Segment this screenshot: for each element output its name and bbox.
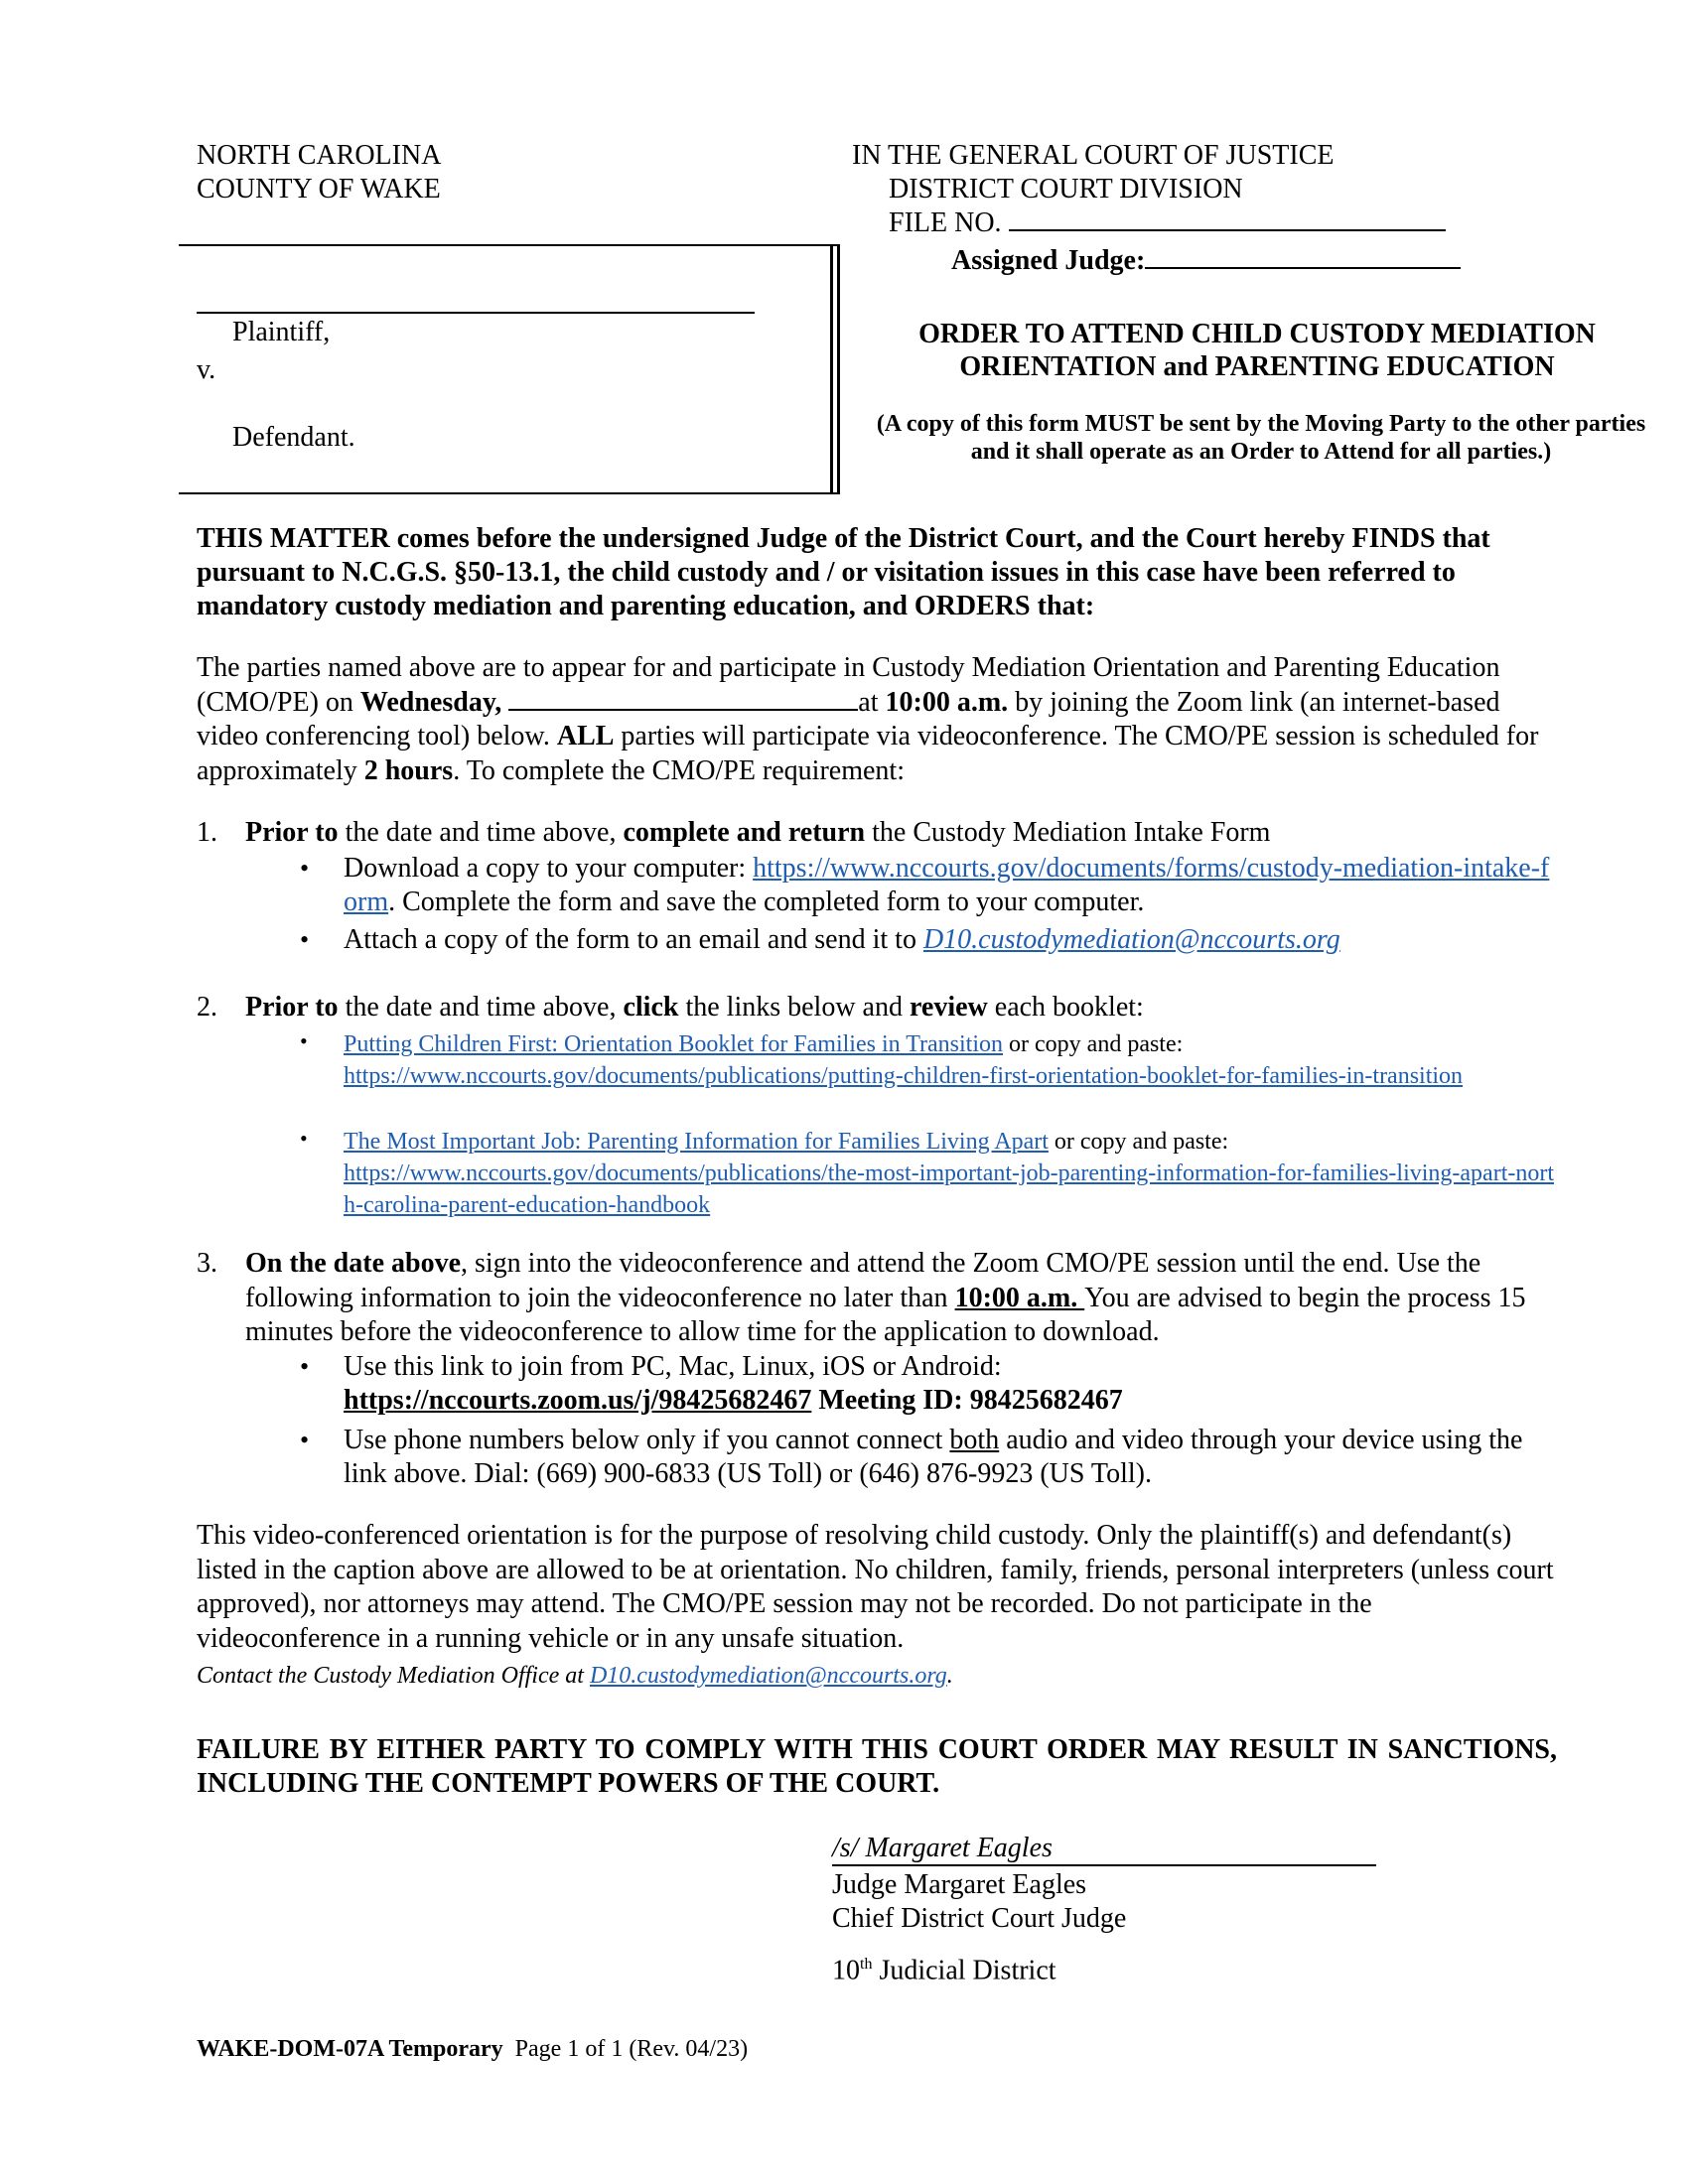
district-suffix: th bbox=[860, 1956, 873, 1973]
step3-number: 3. bbox=[197, 1248, 217, 1279]
findings-paragraph: THIS MATTER comes before the undersigned Judge of the District Court, and the Court hereby FINDS that pursuant to N.C.G.S. §50-13.1, the child custody and / or visitation issues in this case have been referred to mandatory custody mediation and parenting education, and ORDERS that: bbox=[197, 523, 1490, 621]
contact-email-link[interactable]: D10.custodymediation@nccourts.org bbox=[589, 1663, 947, 1689]
most-important-job-url[interactable]: https://www.nccourts.gov/documents/publications/the-most-important-job-parenting-information-for-families-living-apart-north-carolina-parent-education-handbook bbox=[344, 1160, 1555, 1218]
form-footer bbox=[197, 2035, 748, 2063]
court-label: IN THE GENERAL COURT OF JUSTICE bbox=[852, 140, 1335, 171]
contact-text: Contact the Custody Mediation Office at bbox=[197, 1663, 590, 1689]
state-label: NORTH CAROLINA bbox=[197, 140, 442, 171]
defendant-label: Defendant. bbox=[232, 422, 355, 453]
step1-bullet1-text: Download a copy to your computer: bbox=[344, 853, 754, 884]
step3-bullet2-text-b: audio and video through your device using the link above. Dial: (669) 900-6833 (US Toll) or (646) 876-9923 (US Toll). bbox=[344, 1425, 1523, 1489]
plaintiff-name-line[interactable] bbox=[197, 312, 755, 314]
order-title-line2: ORIENTATION and PARENTING EDUCATION bbox=[959, 351, 1555, 382]
step3-on-date: On the date above bbox=[245, 1248, 461, 1279]
attendance-date-field[interactable] bbox=[508, 709, 858, 711]
step3-bullet1 bbox=[344, 1350, 1555, 1418]
step2-text-c: each booklet: bbox=[987, 992, 1144, 1023]
caption-bottom-rule bbox=[179, 492, 839, 494]
order-title-line1: ORDER TO ATTEND CHILD CUSTODY MEDIATION bbox=[918, 319, 1596, 349]
attendance-day: Wednesday, bbox=[359, 686, 502, 718]
district-number: 10 bbox=[832, 1955, 860, 1986]
step3-bullet2-both: both bbox=[949, 1425, 1000, 1455]
step2-number: 2. bbox=[197, 992, 217, 1023]
step3-text-b: You are advised to begin the process 15 minutes before the videoconference to allow time for the application to download. bbox=[245, 1282, 1526, 1347]
bullet-icon: • bbox=[300, 1352, 310, 1381]
assigned-judge-field[interactable] bbox=[1145, 267, 1461, 269]
versus-label: v. bbox=[197, 354, 216, 385]
assigned-judge-row bbox=[951, 244, 1461, 277]
step2-text-a: the date and time above, bbox=[338, 992, 624, 1023]
bullet-icon: • bbox=[300, 854, 310, 883]
file-no-row bbox=[889, 206, 1446, 239]
copy-notice: (A copy of this form MUST be sent by the Moving Party to the other parties and it shall operate as an Order to Attend for all parties.) bbox=[876, 411, 1646, 465]
assigned-judge-label: Assigned Judge: bbox=[951, 245, 1146, 276]
attendance-text-e: . To complete the CMO/PE requirement: bbox=[453, 754, 905, 786]
plaintiff-label: Plaintiff, bbox=[232, 317, 331, 347]
bullet-icon: • bbox=[300, 925, 310, 954]
step2-text-b: the links below and bbox=[678, 992, 910, 1023]
step2-prior: Prior to bbox=[245, 992, 339, 1023]
step1-text bbox=[245, 816, 1536, 849]
intake-form-link[interactable]: https://www.nccourts.gov/documents/forms/custody-mediation-intake-form bbox=[344, 853, 1550, 917]
step2-bullet1 bbox=[344, 1028, 1555, 1092]
caption-divider bbox=[830, 244, 840, 494]
judge-name: Judge Margaret Eagles bbox=[832, 1869, 1087, 1900]
step3-bullet1-text: Use this link to join from PC, Mac, Linux, iOS or Android: bbox=[344, 1351, 1002, 1382]
attendance-time: 10:00 a.m. bbox=[885, 686, 1009, 718]
step3-bullet2 bbox=[344, 1424, 1555, 1491]
most-important-job-link[interactable]: The Most Important Job: Parenting Information for Families Living Apart bbox=[344, 1129, 1049, 1155]
bullet-icon: • bbox=[300, 1126, 308, 1151]
sanctions-warning: FAILURE BY EITHER PARTY TO COMPLY WITH THIS COURT ORDER MAY RESULT IN SANCTIONS, INCLUDING THE CONTEMPT POWERS OF THE COURT. bbox=[197, 1734, 1557, 1799]
signature-line bbox=[832, 1833, 1376, 1866]
putting-children-first-url[interactable]: https://www.nccourts.gov/documents/publications/putting-children-first-orientation-booklet-for-families-in-transition bbox=[344, 1063, 1464, 1089]
county-label: COUNTY OF WAKE bbox=[197, 174, 441, 205]
zoom-meeting-id: Meeting ID: 98425682467 bbox=[811, 1385, 1123, 1416]
judge-title: Chief District Court Judge bbox=[832, 1903, 1127, 1934]
step1-bullet2 bbox=[344, 923, 1555, 956]
step3-time: 10:00 a.m. bbox=[954, 1282, 1085, 1313]
step1-complete: complete and return bbox=[623, 817, 866, 848]
attendance-text-b: at bbox=[858, 686, 886, 718]
step1-text-a: the date and time above, bbox=[338, 817, 624, 848]
judicial-district bbox=[832, 1948, 1056, 1986]
zoom-link[interactable]: https://nccourts.zoom.us/j/98425682467 bbox=[344, 1385, 812, 1416]
contact-line bbox=[197, 1662, 953, 1690]
step1-bullet1 bbox=[344, 852, 1555, 919]
attendance-text-d: parties will participate via videoconference. The CMO/PE session is scheduled for approximately bbox=[197, 721, 1539, 786]
step3-text-a: , sign into the videoconference and attend the Zoom CMO/PE session until the end. Use the following information to join the videoconference no later than bbox=[245, 1248, 1481, 1313]
attendance-text-a: The parties named above are to appear for and participate in Custody Mediation Orientation and Parenting Education (CMO/PE) on bbox=[197, 652, 1500, 718]
attendance-all: ALL bbox=[556, 721, 615, 751]
attendance-paragraph bbox=[197, 651, 1547, 788]
step3-bullet2-text-a: Use phone numbers below only if you cannot connect bbox=[344, 1425, 950, 1455]
bullet-icon: • bbox=[300, 1028, 308, 1053]
step2-bullet2 bbox=[344, 1126, 1555, 1221]
step1-text-b: the Custody Mediation Intake Form bbox=[865, 817, 1271, 848]
bullet-icon: • bbox=[300, 1426, 310, 1454]
step1-prior: Prior to bbox=[245, 817, 339, 848]
step2-bullet1-copy: or copy and paste: bbox=[1003, 1031, 1184, 1057]
judge-signature: /s/ Margaret Eagles bbox=[832, 1833, 1053, 1863]
district-text: Judicial District bbox=[872, 1955, 1056, 1986]
mediation-email-link[interactable]: D10.custodymediation@nccourts.org bbox=[922, 924, 1340, 955]
file-no-label: FILE NO. bbox=[889, 207, 1002, 238]
attendance-text-c: by joining the Zoom link (an internet-based video conferencing tool) below. bbox=[197, 686, 1500, 751]
step2-bullet2-copy: or copy and paste: bbox=[1048, 1129, 1229, 1155]
step2-review: review bbox=[909, 992, 988, 1023]
step1-bullet2-text: Attach a copy of the form to an email and send it to bbox=[344, 924, 923, 955]
step3-text bbox=[245, 1247, 1556, 1350]
closing-paragraph: This video-conferenced orientation is for the purpose of resolving child custody. Only the plaintiff(s) and defendant(s) listed in the caption above are allowed to be at orientation. No children, family, friends, personal interpreters (unless court approved), nor attorneys may attend. The CMO/PE session may not be recorded. Do not participate in the videoconference in a running vehicle or in any unsafe situation. bbox=[197, 1520, 1554, 1654]
page-info: Page 1 of 1 (Rev. 04/23) bbox=[514, 2036, 749, 2062]
caption-top-rule bbox=[179, 244, 839, 246]
step2-click: click bbox=[623, 992, 679, 1023]
division-label: DISTRICT COURT DIVISION bbox=[889, 174, 1243, 205]
putting-children-first-link[interactable]: Putting Children First: Orientation Booklet for Families in Transition bbox=[344, 1031, 1004, 1057]
step2-text bbox=[245, 991, 1536, 1024]
contact-end: . bbox=[946, 1663, 953, 1689]
attendance-hours: 2 hours bbox=[363, 754, 454, 786]
step1-number: 1. bbox=[197, 817, 217, 848]
form-id: WAKE-DOM-07A Temporary bbox=[197, 2036, 503, 2062]
step1-bullet1-rest: . Complete the form and save the completed form to your computer. bbox=[388, 887, 1145, 917]
file-no-field[interactable] bbox=[1009, 229, 1446, 231]
